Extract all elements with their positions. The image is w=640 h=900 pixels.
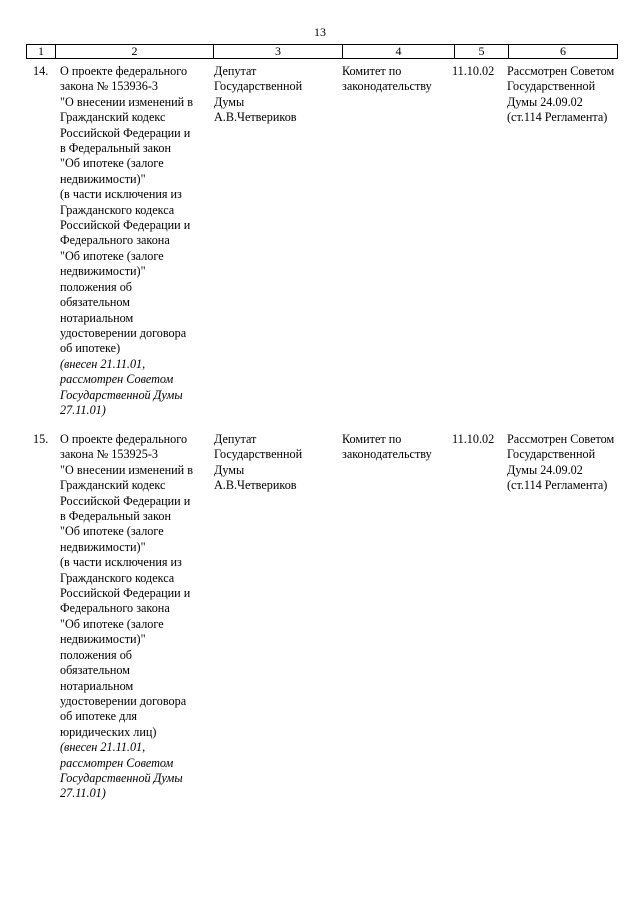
column-header-4: 4 — [343, 45, 455, 58]
status-cell — [507, 432, 627, 494]
bill-note-line: 27.11.01) — [60, 402, 106, 417]
column-header-1: 1 — [27, 45, 56, 58]
author-line: Депутат — [214, 64, 257, 78]
bill-title-line: Российской Федерации и — [60, 218, 191, 233]
bill-title-line: обязательном — [60, 663, 130, 678]
bill-title-line: Федерального закона — [60, 601, 170, 616]
column-header-6: 6 — [560, 44, 566, 58]
author-cell — [214, 432, 339, 494]
author-line: Государственной — [214, 79, 303, 94]
bill-note-line: рассмотрен Советом — [60, 372, 174, 387]
committee-line: Комитет по — [342, 64, 402, 78]
bill-title-line: закона № 153925-3 — [60, 447, 158, 462]
bill-title-line: О проекте федерального — [60, 432, 188, 446]
status-line: (ст.114 Регламента) — [507, 110, 608, 125]
bill-title-line: Федерального закона — [60, 233, 170, 248]
author-line: Думы — [214, 462, 245, 477]
bill-title-line: "Об ипотеке (залоге — [60, 616, 164, 631]
bill-note-line: Государственной Думы — [60, 387, 183, 402]
author-line: Думы — [214, 94, 245, 109]
status-line: Рассмотрен Советом — [507, 64, 615, 78]
bill-title-line: положения об — [60, 279, 132, 294]
author-line: А.В.Четвериков — [214, 478, 297, 493]
status-line: Думы 24.09.02 — [507, 94, 583, 109]
bill-title-line: Гражданского кодекса — [60, 570, 175, 585]
bill-title-line: "Об ипотеке (залоге — [60, 524, 164, 539]
status-line: Думы 24.09.02 — [507, 462, 583, 477]
date-cell: 11.10.02 — [452, 432, 495, 446]
bill-title-line: Российской Федерации и — [60, 493, 191, 508]
bill-title-line: в Федеральный закон — [60, 509, 171, 524]
bill-title-line: в Федеральный закон — [60, 141, 171, 156]
bill-title-cell — [60, 432, 210, 802]
row-number: 15. — [33, 432, 49, 446]
bill-title-line: Гражданский кодекс — [60, 110, 166, 125]
column-header-3: 3 — [214, 45, 343, 58]
bill-title-line: удостоверении договора — [60, 325, 187, 340]
bill-title-line: недвижимости)" — [60, 632, 146, 647]
status-line: Государственной — [507, 79, 596, 94]
author-line: Государственной — [214, 447, 303, 462]
bill-title-line: Российской Федерации и — [60, 586, 191, 601]
bill-title-line: недвижимости)" — [60, 264, 146, 279]
bill-title-line: "Об ипотеке (залоге — [60, 248, 164, 263]
bill-title-line: "Об ипотеке (залоге — [60, 156, 164, 171]
status-line: Государственной — [507, 447, 596, 462]
committee-line: Комитет по — [342, 432, 402, 446]
bill-title-line: О проекте федерального — [60, 64, 188, 78]
date-cell: 11.10.02 — [452, 64, 495, 78]
bill-title-line: нотариальном — [60, 310, 134, 325]
bill-title-line: (в части исключения из — [60, 555, 182, 570]
bill-title-line: Российской Федерации и — [60, 125, 191, 140]
bill-title-line: недвижимости)" — [60, 539, 146, 554]
page-number: 13 — [314, 25, 326, 39]
bill-title-line: положения об — [60, 647, 132, 662]
bill-note-line: рассмотрен Советом — [60, 755, 174, 770]
bill-title-line: (в части исключения из — [60, 187, 182, 202]
status-line: (ст.114 Регламента) — [507, 478, 608, 493]
author-line: Депутат — [214, 432, 257, 446]
bill-title-line: Гражданского кодекса — [60, 202, 175, 217]
bill-note-line: (внесен 21.11.01, — [60, 356, 146, 371]
bill-title-line: недвижимости)" — [60, 171, 146, 186]
author-cell — [214, 64, 339, 126]
column-header-5: 5 — [455, 45, 509, 58]
status-cell — [507, 64, 627, 126]
bill-note-line: Государственной Думы — [60, 770, 183, 785]
bill-title-line: "О внесении изменений в — [60, 462, 193, 477]
bill-note-line: 27.11.01) — [60, 786, 106, 801]
committee-line: законодательству — [342, 79, 432, 94]
bill-note-line: (внесен 21.11.01, — [60, 740, 146, 755]
status-line: Рассмотрен Советом — [507, 432, 615, 446]
bill-title-line: "О внесении изменений в — [60, 94, 193, 109]
committee-cell — [342, 432, 452, 463]
bill-title-line: об ипотеке для — [60, 709, 138, 724]
table-header-row — [26, 44, 618, 59]
bill-title-line: Гражданский кодекс — [60, 478, 166, 493]
bill-title-line: обязательном — [60, 295, 130, 310]
committee-line: законодательству — [342, 447, 432, 462]
bill-title-cell — [60, 64, 210, 418]
bill-title-line: удостоверении договора — [60, 693, 187, 708]
row-number: 14. — [33, 64, 49, 78]
column-header-2: 2 — [56, 45, 214, 58]
author-line: А.В.Четвериков — [214, 110, 297, 125]
bill-title-line: юридических лиц) — [60, 724, 157, 739]
bill-title-line: об ипотеке) — [60, 341, 121, 356]
committee-cell — [342, 64, 452, 95]
bill-title-line: закона № 153936-3 — [60, 79, 158, 94]
bill-title-line: нотариальном — [60, 678, 134, 693]
